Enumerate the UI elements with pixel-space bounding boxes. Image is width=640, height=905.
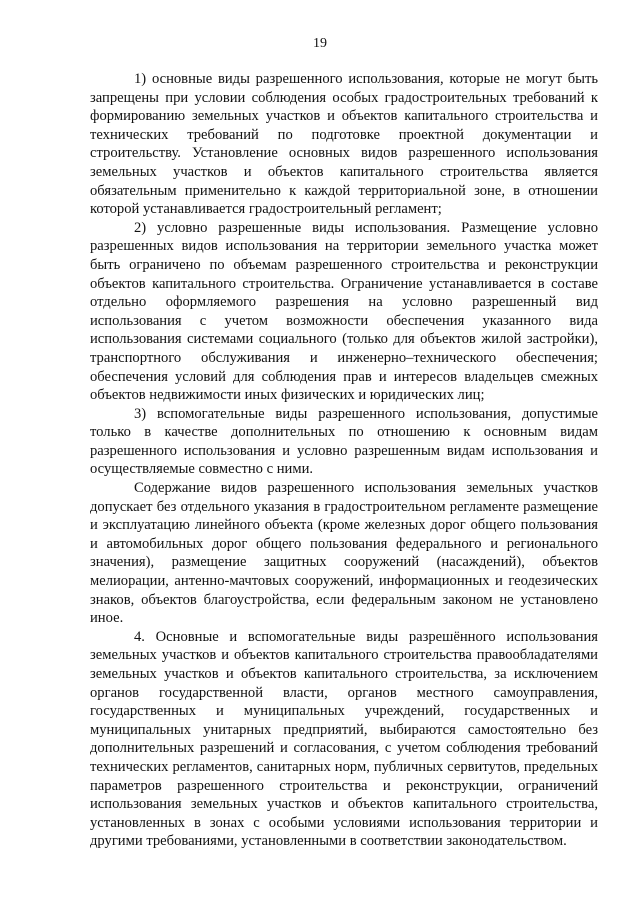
paragraph-section-4: 4. Основные и вспомогательные виды разрешённого использования земельных участков и объектов капитального строительства правообладателями земельных участков и объектов капитального строительства, за исключением органов государственной власти, органов местного самоуправления, государственных и муниципальных учреждений, государственных и муниципальных унитарных предприятий, выбираются самостоятельно без дополнительных разрешений и согласования, с учетом соблюдения требований технических регламентов, санитарных норм, публичных сервитутов, предельных параметров разрешенного строительства и реконструкции, ограничений использования земельных участков и объектов капитального строительства, установленных в зонах с особыми условиями использования территории и другими требованиями, установленными в соответствии законодательством. — [90, 628, 598, 850]
paragraph-conditional-uses: 2) условно разрешенные виды использования. Размещение условно разрешенных видов использования на территории земельного участка может быть ограничено по объемам разрешенного строительства и реконструкции объектов капитального строительства. Ограничение устанавливается в составе отдельно оформляемого разрешения на условно разрешенный вид использования с учетом возможности обеспечения указанного вида использования системами социального (только для объектов жилой застройки), транспортного обслуживания и инженерно–технического обеспечения; обеспечения условий для соблюдения прав и интересов владельцев смежных объектов недвижимости иных физических и юридических лиц; — [90, 219, 598, 404]
page-number: 19 — [313, 36, 327, 51]
paragraph-auxiliary-uses: 3) вспомогательные виды разрешенного использования, допустимые только в качестве дополнительных по отношению к основным видам разрешенного использования и условно разрешенным видам использования и осуществляемые совместно с ними. — [90, 405, 598, 478]
paragraph-main-uses: 1) основные виды разрешенного использования, которые не могут быть запрещены при условии соблюдения особых градостроительных требований к формированию земельных участков и объектов капитального строительства и технических требований по подготовке проектной документации и строительству. Установление основных видов разрешенного использования земельных участков и объектов капитального строительства является обязательным применительно к каждой территориальной зоне, в отношении которой устанавливается градостроительный регламент; — [90, 71, 598, 218]
document-body — [90, 70, 598, 851]
paragraph-linear-objects: Содержание видов разрешенного использования земельных участков допускает без отдельного указания в градостроительном регламенте размещение и эксплуатацию линейного объекта (кроме железных дорог общего пользования и автомобильных дорог общего пользования федерального и регионального значения), размещение защитных сооружений (насаждений), объектов мелиорации, антенно-мачтовых сооружений, информационных и геодезических знаков, объектов благоустройства, если федеральным законом не установлено иное. — [90, 480, 598, 627]
